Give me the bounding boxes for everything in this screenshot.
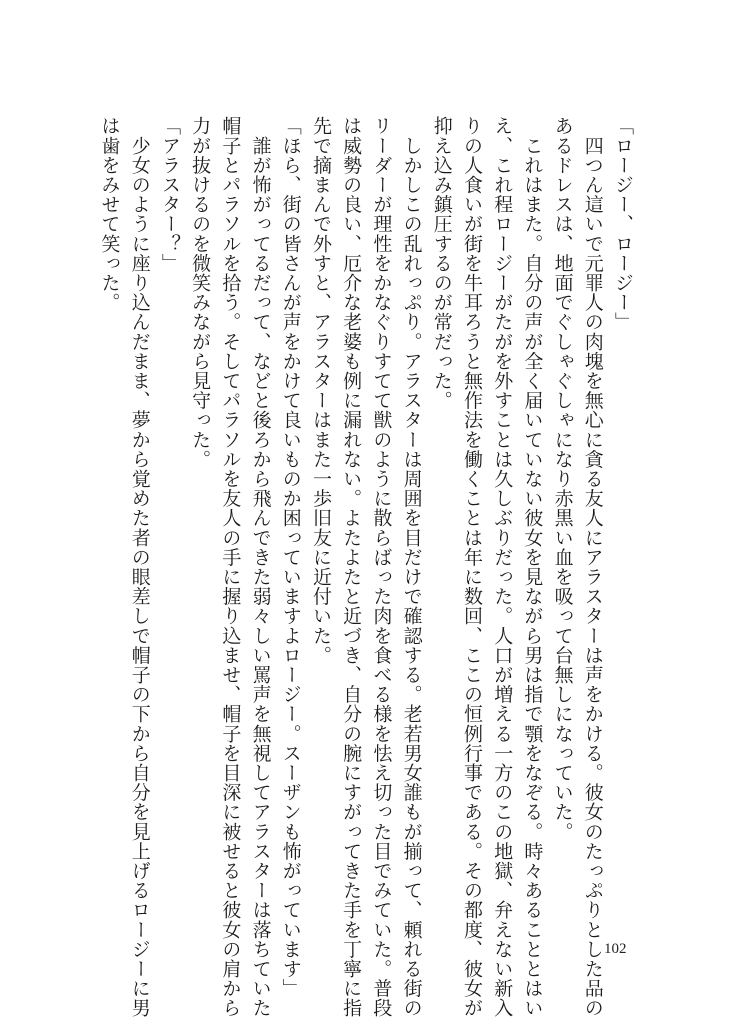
text-line: りの人食いが街を牛耳ろうと無作法を働くことは年に数回、ここの恒例行事である。その都度、彼女が xyxy=(460,116,483,1018)
text-line: は歯をみせて笑った。 xyxy=(98,116,121,312)
text-line: 抑え込み鎮圧するのが常だった。 xyxy=(430,116,453,410)
text-line: 力が抜けるのを微笑みながら見守った。 xyxy=(189,116,212,469)
text-line: 四つん這いで元罪人の肉塊を無心に貪る友人にアラスターは声をかける。彼女のたっぷりとした品の xyxy=(581,116,604,1018)
text-line: 少女のように座り込んだまま、夢から覚めた者の眼差しで帽子の下から自分を見上げるロージーに男 xyxy=(128,116,151,1018)
text-line: 先で摘まんで外すと、アラスターはまた一歩旧友に近付いた。 xyxy=(309,116,332,665)
text-line: しかしこの乱れっぷり。アラスターは周囲を目だけで確認する。老若男女誰もが揃って、頼れる街の xyxy=(400,116,423,1018)
page-number: 102 xyxy=(604,941,627,957)
text-line: これはまた。自分の声が全く届いていない彼女を見ながら男は指で顎をなぞる。時々あることとはい xyxy=(521,116,544,1018)
text-line: 「ロージー、ロージー」 xyxy=(612,116,634,332)
text-line: 誰が怖がってるだって、などと後ろから飛んできた弱々しい罵声を無視してアラスターは落ちていた xyxy=(249,116,272,1018)
text-line: 帽子とパラソルを拾う。そしてパラソルを友人の手に握り込ませ、帽子を目深に被せると彼女の肩から xyxy=(219,116,242,1018)
text-line: 「ほら、街の皆さんが声をかけて良いものか困っていますよロージー。スーザンも怖がっています」 xyxy=(279,116,302,998)
text-line: は威勢の良い、厄介な老婆も例に漏れない。よたよたと近づき、自分の腕にすがってきた手を丁寧に指 xyxy=(340,116,363,1018)
text-line: リーダーが理性をかなぐりすてて獣のように散らばった肉を食べる様を怯え切った目でみていた。普段 xyxy=(370,116,393,1018)
text-line: あるドレスは、地面でぐしゃぐしゃになり赤黒い血を吸って台無しになっていた。 xyxy=(551,116,574,842)
text-line: 「アラスター？」 xyxy=(158,116,181,273)
text-line: え、これ程ロージーがたがを外すことは久しぶりだった。人口が増える一方のこの地獄、弁えない新入 xyxy=(491,116,514,1018)
